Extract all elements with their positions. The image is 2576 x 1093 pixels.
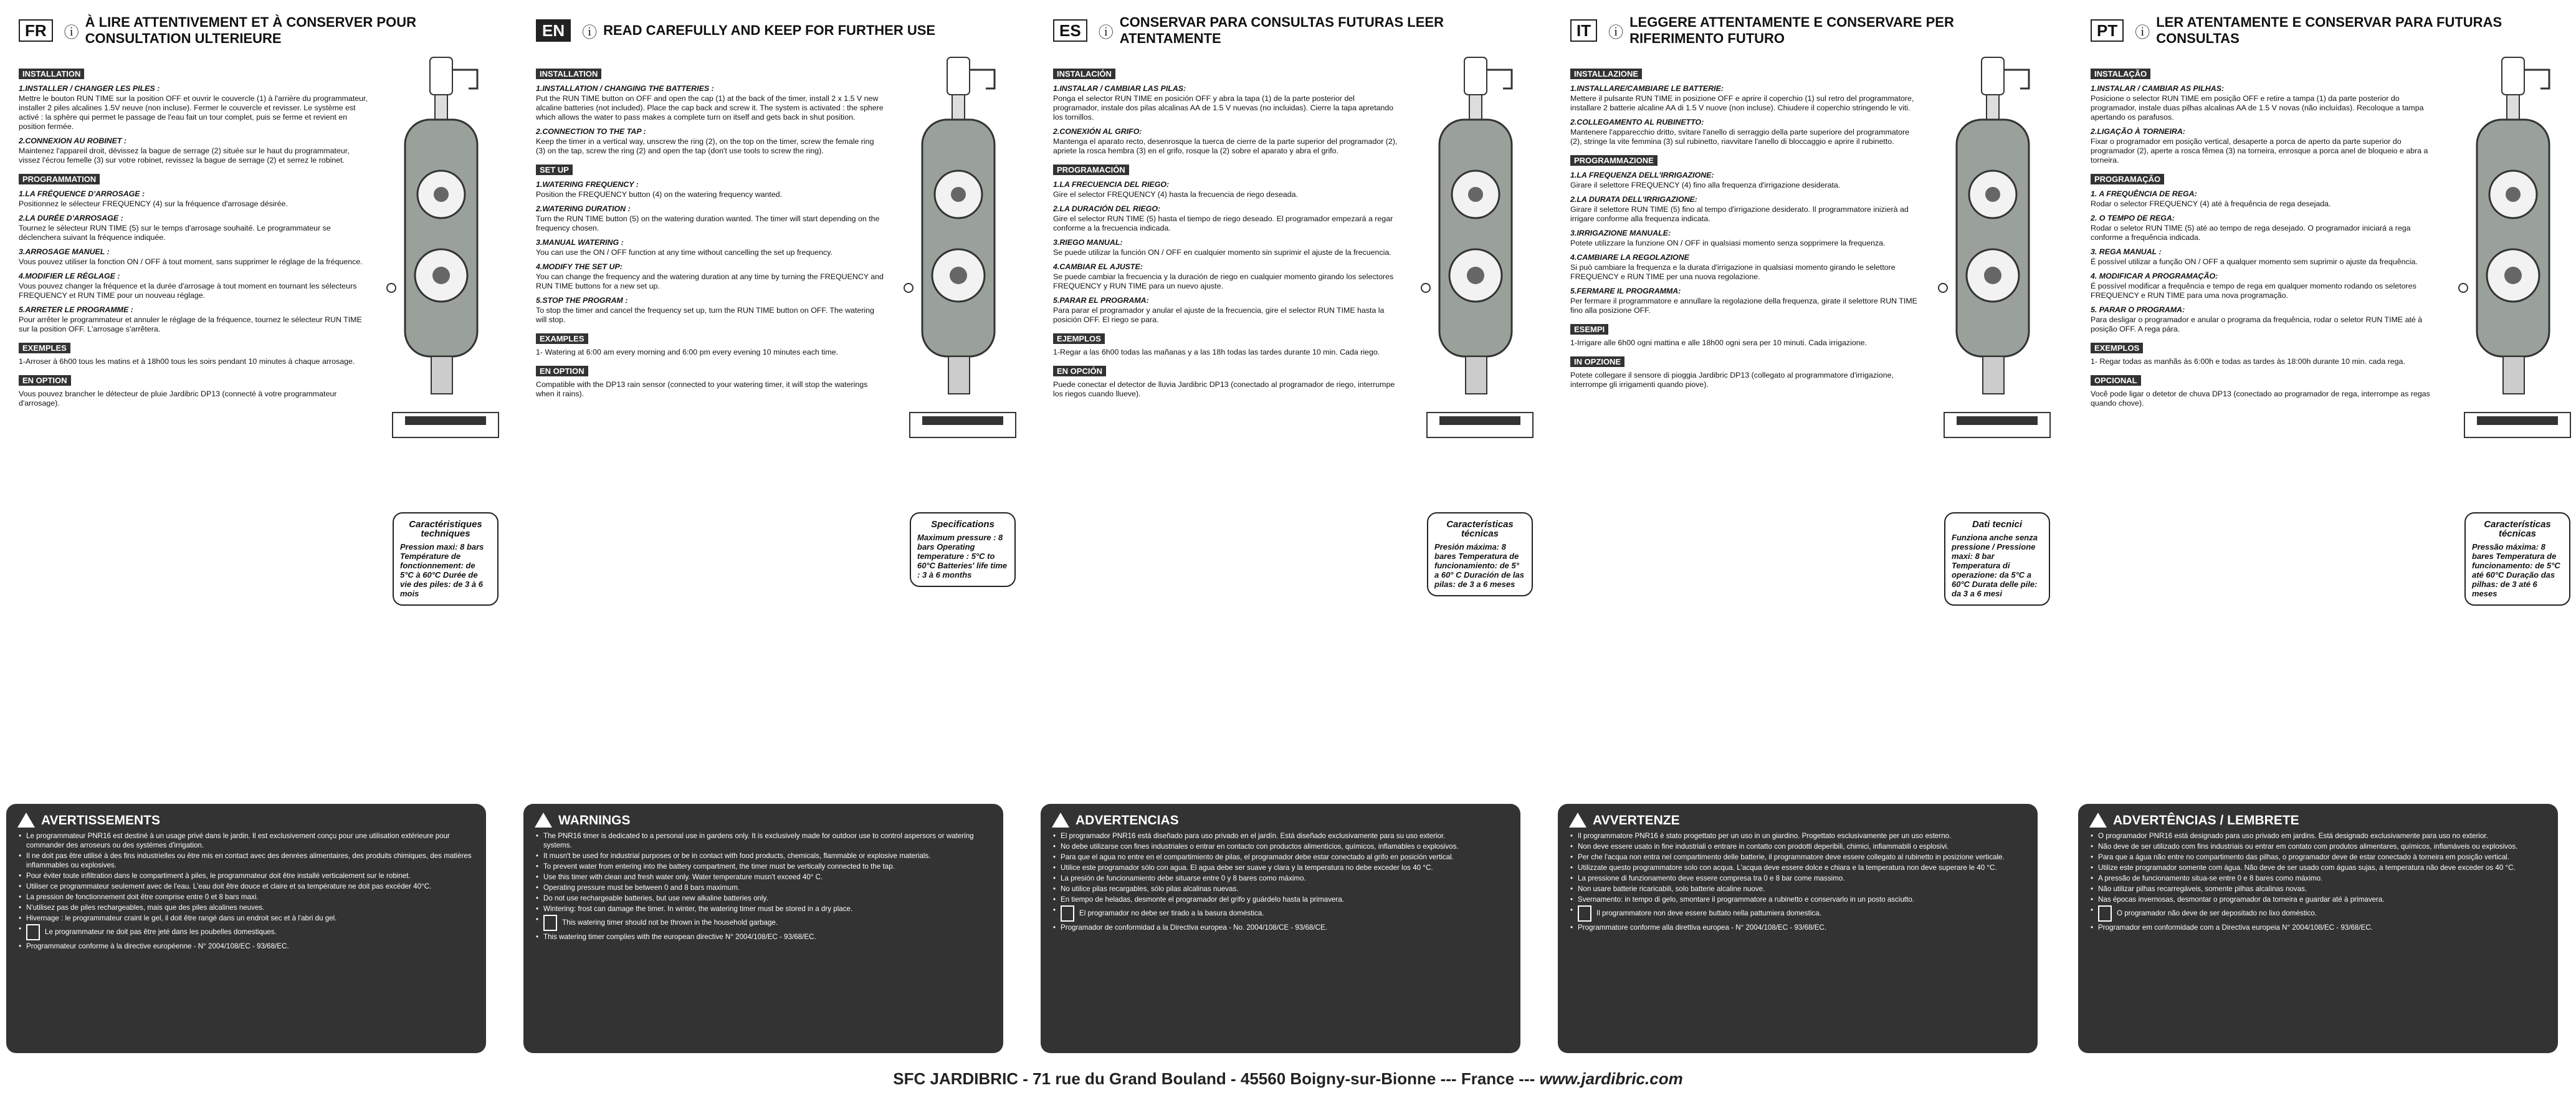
- warning-item: [2089, 905, 2547, 922]
- language-column-en: [536, 14, 1028, 786]
- warning-text: Utilizzate questo programmatore solo con acqua. L'acqua deve essere dolce e chiara e la temperatura non deve superare le 40 °C.: [1578, 864, 1997, 872]
- section-heading: INSTALLATION: [19, 69, 84, 79]
- warning-item: [2089, 895, 2547, 904]
- step-text: Potete collegare il sensore di pioggia Jardibric DP13 (collegato al programmatore d'irrigazione, interrompe gli irrigamenti quando piove).: [1570, 371, 1894, 389]
- instructions-text: [536, 60, 885, 399]
- column-header: [1053, 14, 1545, 46]
- specifications-title: Caractéristiques techniques: [409, 519, 482, 539]
- warning-item: [2089, 863, 2547, 872]
- warning-item: [1569, 874, 2026, 883]
- warning-text: The PNR16 timer is dedicated to a personal use in gardens only. It is exclusively made for outdoor use to control aspersors or watering systems.: [543, 832, 974, 849]
- warning-item: [2089, 852, 2547, 862]
- step-heading: 1.LA FREQUENZA DELL'IRRIGAZIONE:: [1570, 171, 1714, 179]
- warning-item: [1569, 923, 2026, 932]
- instructions-text: [2091, 60, 2440, 409]
- step-heading: 2.LIGAÇÃO À TORNEIRA:: [2091, 127, 2185, 136]
- section-heading: PROGRAMAÇÃO: [2091, 174, 2164, 184]
- crossed-bin-icon: [1061, 905, 1074, 922]
- column-title: CONSERVAR PARA CONSULTAS FUTURAS LEER ATENTAMENTE: [1119, 14, 1444, 46]
- step-heading: 2.COLLEGAMENTO AL RUBINETTO:: [1570, 118, 1704, 126]
- warnings-list: [17, 831, 475, 951]
- language-column-pt: [2091, 14, 2576, 786]
- warning-text: Svernamento: in tempo di gelo, smontare il programmatore a rubinetto e conservarlo in un posto asciutto.: [1578, 895, 1915, 904]
- warning-item: [1052, 831, 1509, 841]
- step-heading: 1.INSTALAR / CAMBIAR AS PILHAS:: [2091, 84, 2225, 93]
- section-heading: IN OPZIONE: [1570, 356, 1624, 367]
- section-heading: PROGRAMMATION: [19, 174, 100, 184]
- info-icon: ⓘ: [1608, 24, 1624, 41]
- step-text: Mantenere l'apparecchio dritto, svitare l'anello di serraggio della parte superiore del programmatore (2), stringe la vite femmina (3) sul rubinetto, riavvitare l'anello di bloccaggio e aprire il rubinetto.: [1570, 128, 1910, 146]
- warning-item: [2089, 874, 2547, 883]
- step-heading: 4.MODIFIER LE RÉGLAGE :: [19, 272, 120, 280]
- warning-item: [2089, 884, 2547, 894]
- language-column-fr: [19, 14, 511, 786]
- step-heading: 2.CONEXIÓN AL GRIFO:: [1053, 127, 1142, 136]
- step-text: Rodar o seletor RUN TIME (5) até ao tempo de rega desejado. O programador iniciará a rega conforme a frequência indicada.: [2091, 224, 2411, 242]
- warning-item: [1569, 905, 2026, 922]
- step-text: Position the FREQUENCY button (4) on the watering frequency wanted.: [536, 190, 783, 199]
- step-heading: 4.MODIFY THE SET UP:: [536, 262, 623, 271]
- info-icon: ⓘ: [64, 24, 79, 41]
- language-tag: PT: [2091, 19, 2124, 42]
- warning-text: This watering timer complies with the european directive N° 2004/108/EC - 93/68/EC.: [543, 933, 816, 941]
- warning-item: [535, 883, 992, 892]
- instructions-text: [1053, 60, 1402, 399]
- warning-item: [1569, 895, 2026, 904]
- step-heading: 3.IRRIGAZIONE MANUALE:: [1570, 229, 1671, 237]
- step-text: 1- Watering at 6:00 am every morning and 6:00 pm every evening 10 minutes each time.: [536, 348, 839, 356]
- timer-device-illustration: [386, 51, 505, 450]
- warning-item: [17, 903, 475, 912]
- warning-text: Programmateur conforme à la directive européenne - N° 2004/108/EC - 93/68/EC.: [26, 942, 289, 950]
- language-tag: EN: [536, 19, 571, 42]
- section-heading: PROGRAMMAZIONE: [1570, 155, 1658, 166]
- step-text: Vous pouvez brancher le détecteur de pluie Jardibric DP13 (connecté à votre programmateur d'arrosage).: [19, 389, 337, 408]
- step-text: 1- Regar todas as manhãs às 6:00h e todas as tardes às 18:00h durante 10 min. cada rega.: [2091, 357, 2405, 366]
- step-text: 1-Irrigare alle 6h00 ogni mattina e alle 18h00 ogni sera per 10 minuti. Cada irrigazione.: [1570, 338, 1867, 347]
- warning-item: [535, 851, 992, 861]
- warning-item: [1052, 895, 1509, 904]
- specifications-title: Dati tecnici: [1972, 519, 2023, 530]
- warning-icon: [17, 813, 35, 828]
- warning-item: [17, 892, 475, 902]
- warning-text: A pressão de funcionamento situa-se entre 0 e 8 bares como máximo.: [2098, 874, 2323, 882]
- warning-text: Não utilizar pilhas recarregáveis, somente pilhas alcalinas novas.: [2098, 885, 2307, 893]
- step-text: 1-Arroser à 6h00 tous les matins et à 18h00 tous les soirs pendant 10 minutes à chaque arrosage.: [19, 357, 355, 366]
- warnings-heading: [1052, 813, 1509, 828]
- step-text: É possível utilizar a função ON / OFF a qualquer momento sem suprimir o ajuste da frequência.: [2091, 257, 2418, 266]
- warnings-title: ADVERTENCIAS: [1076, 813, 1179, 828]
- section-heading: PROGRAMACIÓN: [1053, 165, 1129, 175]
- section-heading: INSTALLAZIONE: [1570, 69, 1642, 79]
- step-heading: 4.CAMBIAR EL AJUSTE:: [1053, 262, 1143, 271]
- warnings-title: ADVERTÊNCIAS / LEMBRETE: [2113, 813, 2299, 828]
- warning-text: It musn't be used for industrial purposes or be in contact with food products, chemicals, flammable or explosive materials.: [543, 852, 931, 860]
- warning-text: Programador em conformidade com a Directiva europeia N° 2004/108/EC - 93/68/EC.: [2098, 924, 2373, 932]
- website-link[interactable]: www.jardibric.com: [1539, 1069, 1683, 1088]
- step-heading: 1.INSTALAR / CAMBIAR LAS PILAS:: [1053, 84, 1186, 93]
- timer-device-illustration: [2458, 51, 2576, 450]
- step-heading: 1.INSTALLER / CHANGER LES PILES :: [19, 84, 160, 93]
- warning-text: Wintering: frost can damage the timer. In winter, the watering timer must be stored in a dry place.: [543, 905, 853, 913]
- step-heading: 5.STOP THE PROGRAM :: [536, 296, 628, 305]
- warning-icon: [1052, 813, 1069, 828]
- step-text: Gire el selector RUN TIME (5) hasta el tiempo de riego deseado. El programador empezará a regar conforme a la frecuencia indicada.: [1053, 214, 1393, 232]
- warning-item: [17, 882, 475, 891]
- timer-device-illustration: [1938, 51, 2056, 450]
- step-text: É possível modificar a frequência e tempo de rega em qualquer momento rodando os seletores FREQUENCY e RUN TIME para uma nova programação.: [2091, 282, 2416, 300]
- warning-text: Utilize este programador somente com água. Não deve de ser usado com águas sujas, a temperatura não deve exceder os 40 °C.: [2098, 864, 2516, 872]
- warning-item: [17, 851, 475, 870]
- column-header: [536, 19, 1028, 42]
- warning-text: O programador PNR16 está designado para uso privado em jardins. Está designado exclusivamente para uso no exterior.: [2098, 832, 2488, 840]
- warning-text: Non usare batterie ricaricabili, solo batterie alcaline nuove.: [1578, 885, 1765, 893]
- instructions-text: [1570, 60, 1919, 390]
- step-heading: 1.INSTALLARE/CAMBIARE LE BATTERIE:: [1570, 84, 1724, 93]
- warning-text: This watering timer should not be thrown in the household garbage.: [562, 919, 778, 927]
- warning-item: [1052, 842, 1509, 851]
- language-tag: IT: [1570, 19, 1597, 42]
- warning-text: En tiempo de heladas, desmonte el programador del grifo y guárdelo hasta la primavera.: [1061, 895, 1344, 904]
- step-text: Se puede utilizar la función ON / OFF en cualquier momento sin suprimir el ajuste de la frecuencia.: [1053, 248, 1391, 257]
- step-heading: 2.CONNECTION TO THE TAP :: [536, 127, 646, 136]
- step-heading: 2.LA DURACIÓN DEL RIEGO:: [1053, 204, 1161, 213]
- warning-text: Il programmatore PNR16 è stato progettato per un uso in un giardino. Progettato esclusivamente per un uso esterno.: [1578, 832, 1952, 840]
- column-header: [2091, 14, 2576, 46]
- warning-item: [1569, 852, 2026, 862]
- specifications-box: [2464, 512, 2570, 606]
- warnings-panel: [2078, 804, 2558, 1053]
- warning-text: Operating pressure must be between 0 and 8 bars maximum.: [543, 884, 740, 892]
- warnings-list: [1052, 831, 1509, 932]
- specifications-text: Pression maxi: 8 bars Température de fonctionnement: de 5°C à 60°C Durée de vie des piles: de 3 à 6 mois: [400, 542, 484, 598]
- warning-text: El programador no debe ser tirado a la basura doméstica.: [1079, 909, 1264, 918]
- step-text: Pour arrêter le programmateur et annuler le réglage de la fréquence, tournez le sélecteur RUN TIME sur la position OFF. L'arrosage s'arrêtera.: [19, 315, 362, 333]
- step-text: Compatible with the DP13 rain sensor (connected to your watering timer, it will stop the waterings when it rains).: [536, 380, 868, 398]
- step-text: Girare il selettore FREQUENCY (4) fino alla frequenza d'irrigazione desiderata.: [1570, 181, 1841, 189]
- warning-item: [535, 862, 992, 871]
- column-title: LER ATENTAMENTE E CONSERVAR PARA FUTURAS CONSULTAS: [2156, 14, 2502, 46]
- language-column-it: [1570, 14, 2063, 786]
- warning-text: Il ne doit pas être utilisé à des fins industrielles ou être mis en contact avec des denrées alimentaires, des produits chimiques, des matières inflammables ou explosives.: [26, 852, 472, 869]
- step-text: Put the RUN TIME button on OFF and open the cap (1) at the back of the timer, install 2 x 1.5 V new alcaline batteries (not included). Place the cap back and screw it. The system is activated : the sphere which allows the water to pass makes a complete turn on itself and gets back in shut position.: [536, 94, 884, 122]
- warning-text: Le programmateur PNR16 est destiné à un usage privé dans le jardin. Il est exclusivement conçu pour une utilisation extérieure pour commander des arroseurs ou des systèmes d'irrigation.: [26, 832, 450, 849]
- company-address: - 71 rue du Grand Bouland - 45560 Boigny-sur-Bionne --- France ---: [1018, 1069, 1540, 1088]
- warning-item: [1052, 905, 1509, 922]
- warning-text: No debe utilizarse con fines industriales o entrar en contacto con productos alimenticios, químicos, inflamables o explosivos.: [1061, 842, 1459, 851]
- step-heading: 5.PARAR EL PROGRAMA:: [1053, 296, 1149, 305]
- specifications-title: Specifications: [931, 519, 995, 530]
- step-text: Rodar o selector FREQUENCY (4) até à frequência de rega desejada.: [2091, 199, 2331, 208]
- warning-item: [1052, 863, 1509, 872]
- warning-item: [535, 915, 992, 931]
- crossed-bin-icon: [26, 924, 40, 940]
- step-heading: 1.LA FRECUENCIA DEL RIEGO:: [1053, 180, 1170, 189]
- step-text: Girare il selettore RUN TIME (5) fino al tempo d'irrigazione desiderato. Il programmatore inizierà ad irrigare conforme alla frequenza indicata.: [1570, 205, 1909, 223]
- section-heading: SET UP: [536, 165, 573, 175]
- step-text: Para desligar o programador e anular o programa da frequência, rodar o seletor RUN TIME até à posição OFF. A rega pára.: [2091, 315, 2423, 333]
- warning-text: Utilice este programador sólo con agua. El agua debe ser suave y clara y la temperatura no debe exceder los 40 °C.: [1061, 864, 1433, 872]
- language-column-es: [1053, 14, 1545, 786]
- step-text: Positionnez le sélecteur FREQUENCY (4) sur la fréquence d'arrosage désirée.: [19, 199, 288, 208]
- section-heading: ESEMPI: [1570, 324, 1608, 335]
- warning-item: [17, 871, 475, 881]
- step-text: Tournez le sélecteur RUN TIME (5) sur le temps d'arrosage souhaité. Le programmateur se déclenchera suivant la fréquence indiquée.: [19, 224, 331, 242]
- warning-item: [17, 924, 475, 940]
- column-title: READ CAREFULLY AND KEEP FOR FURTHER USE: [603, 22, 936, 38]
- column-header: [19, 14, 511, 46]
- warning-text: Pour éviter toute infiltration dans le compartiment à piles, le programmateur doit être installé verticalement sur le robinet.: [26, 872, 411, 880]
- warning-text: Programador de conformidad a la Directiva europea - No. 2004/108/CE - 93/68/CE.: [1061, 924, 1327, 932]
- company-name: SFC JARDIBRIC: [893, 1069, 1019, 1088]
- step-text: Mettere il pulsante RUN TIME in posizione OFF e aprire il coperchio (1) sul retro del programmatore, installare 2 batterie alcaline AA di 1.5 V nuove (non incluse). Chiudere il coperchio stringendo le viti.: [1570, 94, 1914, 112]
- specifications-title: Características técnicas: [1446, 519, 1514, 539]
- section-heading: EN OPTION: [19, 375, 71, 386]
- section-heading: EXEMPLES: [19, 343, 70, 353]
- step-heading: 1.WATERING FREQUENCY :: [536, 180, 639, 189]
- warning-item: [1569, 863, 2026, 872]
- specifications-text: Presión máxima: 8 bares Temperatura de funcionamiento: de 5° a 60° C Duración de las pilas: de 3 a 6 meses: [1434, 542, 1524, 589]
- instructions-text: [19, 60, 368, 409]
- specifications-title: Características técnicas: [2484, 519, 2551, 539]
- warning-text: El programador PNR16 está diseñado para uso privado en el jardín. Está diseñado exclusivamente para su uso exterior.: [1061, 832, 1446, 840]
- step-text: You can change the frequency and the watering duration at any time by turning the FREQUENCY and RUN TIME buttons for a new set up.: [536, 272, 884, 290]
- step-text: Ponga el selector RUN TIME en posición OFF y abra la tapa (1) de la parte posterior del programador, instale dos pilas alcalinas AA de 1.5 V nuevas (no incluidas). Cierre la tapa apretando los tornillos.: [1053, 94, 1394, 122]
- step-text: Vous pouvez utiliser la fonction ON / OFF à tout moment, sans supprimer le réglage de la fréquence.: [19, 257, 363, 266]
- step-heading: 3. REGA MANUAL :: [2091, 247, 2162, 256]
- step-heading: 2.CONNEXION AU ROBINET :: [19, 136, 127, 145]
- warnings-heading: [2089, 813, 2547, 828]
- step-text: Vous pouvez changer la fréquence et la durée d'arrosage à tout moment en tournant les sélecteurs FREQUENCY et RUN TIME pour un nouveau réglage.: [19, 282, 357, 300]
- step-text: 1-Regar a las 6h00 todas las mañanas y a las 18h todas las tardes durante 10 min. Cada riego.: [1053, 348, 1380, 356]
- warning-item: [1052, 923, 1509, 932]
- step-text: Mettre le bouton RUN TIME sur la position OFF et ouvrir le couvercle (1) à l'arrière du programmateur, installer 2 piles alcalines 1.5V neuve (non incluse). Fermer le couvercle et revisser. Le système est activé : la sphère qui permet le passage de l'eau fait un tour complet, puis se ferme et revient en position fermée.: [19, 94, 368, 131]
- step-text: Você pode ligar o detetor de chuva DP13 (conectado ao programador de rega, interrompe as regas quando chove).: [2091, 389, 2430, 408]
- warning-item: [2089, 842, 2547, 851]
- warnings-list: [535, 831, 992, 942]
- warning-text: No utilice pilas recargables, sólo pilas alcalinas nuevas.: [1061, 885, 1239, 893]
- section-heading: EN OPCIÓN: [1053, 366, 1106, 376]
- warning-text: Não deve de ser utilizado com fins industriais ou entrar em contato com produtos alimentares, químicos, inflamáveis ou explosivos.: [2098, 842, 2518, 851]
- specifications-text: Funziona anche senza pressione / Pressione maxi: 8 bar Temperatura di operazione: da 5°C a 60°C Durata delle pile: da 3 a 6 mesi: [1952, 533, 2038, 598]
- warnings-heading: [535, 813, 992, 828]
- info-icon: ⓘ: [2135, 24, 2150, 41]
- step-text: Se puede cambiar la frecuencia y la duración de riego en cualquier momento girando los selectores FREQUENCY y RUN TIME para un nuevo ajuste.: [1053, 272, 1394, 290]
- warnings-list: [2089, 831, 2547, 932]
- warning-text: Hivernage : le programmateur craint le gel, il doit être rangé dans un endroit sec et à l'abri du gel.: [26, 914, 337, 922]
- section-heading: EN OPTION: [536, 366, 588, 376]
- section-heading: EXAMPLES: [536, 333, 588, 344]
- warnings-panel: [1558, 804, 2038, 1053]
- footer: [0, 1069, 2576, 1089]
- specifications-box: [910, 512, 1016, 587]
- step-text: Fixar o programador em posição vertical, desaperte a porca de aperto da parte superior do programador (2), aperte a rosca fêmea (3) na torneira, enrosque a porca anel de bloqueio e abra a torneira.: [2091, 137, 2428, 165]
- step-heading: 1.INSTALLATION / CHANGING THE BATTERIES :: [536, 84, 714, 93]
- warning-item: [1569, 831, 2026, 841]
- warning-item: [1052, 874, 1509, 883]
- specifications-box: [393, 512, 499, 606]
- section-heading: INSTALLATION: [536, 69, 601, 79]
- step-heading: 4. MODIFICAR A PROGRAMAÇÃO:: [2091, 272, 2218, 280]
- warning-item: [2089, 831, 2547, 841]
- warnings-title: AVERTISSEMENTS: [41, 813, 160, 828]
- crossed-bin-icon: [1578, 905, 1591, 922]
- warning-text: Per che l'acqua non entra nel compartimento delle batterie, il programmatore deve essere collegato al rubinetto in posizione verticale.: [1578, 853, 2005, 861]
- warning-text: La presión de funcionamiento debe situarse entre 0 y 8 bares como máximo.: [1061, 874, 1306, 882]
- specifications-text: Maximum pressure : 8 bars Operating temperature : 5°C to 60°C Batteries' life time : 3 à 6 months: [917, 533, 1008, 580]
- warning-item: [17, 942, 475, 951]
- section-heading: INSTALAÇÃO: [2091, 69, 2150, 79]
- specifications-box: [1427, 512, 1533, 596]
- warning-text: N'utilisez pas de piles rechargeables, mais que des piles alcalines neuves.: [26, 904, 265, 912]
- step-heading: 5.FERMARE IL PROGRAMMA:: [1570, 287, 1681, 295]
- step-heading: 1.LA FRÉQUENCE D'ARROSAGE :: [19, 189, 145, 198]
- section-heading: EJEMPLOS: [1053, 333, 1105, 344]
- warning-text: Il programmatore non deve essere buttato nella pattumiera domestica.: [1596, 909, 1821, 918]
- warning-text: Non deve essere usato in fine industriali o entrare in contatto con prodotti deperibili, chimici, infiammabili o esplosivi.: [1578, 842, 1949, 851]
- step-heading: 2. O TEMPO DE REGA:: [2091, 214, 2175, 222]
- step-text: Per fermare il programmatore e annullare la regolazione della frequenza, girate il selettore RUN TIME fino alla posizione OFF.: [1570, 297, 1917, 315]
- warning-item: [535, 831, 992, 850]
- warning-item: [1569, 884, 2026, 894]
- warning-text: Nas épocas invernosas, desmontar o programador da torneira e guardar até à primavera.: [2098, 895, 2385, 904]
- step-text: Para parar el programador y anular el ajuste de la frecuencia, gire el selector RUN TIME hasta la posición OFF. El riego se para.: [1053, 306, 1385, 324]
- step-heading: 2.WATERING DURATION :: [536, 204, 631, 213]
- step-text: Potete utilizzare la funzione ON / OFF in qualsiasi momento senza sopprimere la frequenza.: [1570, 239, 1886, 247]
- step-text: Si può cambiare la frequenza e la durata d'irrigazione in qualsiasi momento girando le selettore FREQUENCY e RUN TIME per una nuova regolazione.: [1570, 263, 1896, 281]
- step-text: Turn the RUN TIME button (5) on the watering duration wanted. The timer will start depending on the frequency chosen.: [536, 214, 880, 232]
- section-heading: EXEMPLOS: [2091, 343, 2143, 353]
- warnings-panel: [6, 804, 486, 1053]
- warning-item: [1569, 842, 2026, 851]
- warning-item: [535, 894, 992, 903]
- column-title: À LIRE ATTENTIVEMENT ET À CONSERVER POUR CONSULTATION ULTERIEURE: [85, 14, 416, 46]
- timer-device-illustration: [1421, 51, 1539, 450]
- warnings-list: [1569, 831, 2026, 932]
- timer-device-illustration: [904, 51, 1022, 450]
- step-heading: 4.CAMBIARE LA REGOLAZIONE: [1570, 253, 1689, 262]
- language-tag: FR: [19, 19, 53, 42]
- step-heading: 3.RIEGO MANUAL:: [1053, 238, 1123, 247]
- info-icon: ⓘ: [582, 24, 598, 41]
- step-text: Gire el selector FREQUENCY (4) hasta la frecuencia de riego deseada.: [1053, 190, 1299, 199]
- language-tag: ES: [1053, 19, 1087, 42]
- warning-item: [535, 872, 992, 882]
- info-icon: ⓘ: [1098, 24, 1114, 41]
- warning-text: O programador não deve de ser depositado no lixo doméstico.: [2117, 909, 2317, 918]
- warning-item: [535, 904, 992, 914]
- warning-item: [17, 831, 475, 850]
- warning-item: [17, 914, 475, 923]
- warning-item: [1052, 852, 1509, 862]
- warnings-title: WARNINGS: [558, 813, 631, 828]
- step-heading: 3.MANUAL WATERING :: [536, 238, 624, 247]
- step-heading: 2.LA DURATA DELL'IRRIGAZIONE:: [1570, 195, 1697, 204]
- warning-icon: [2089, 813, 2107, 828]
- warning-item: [2089, 923, 2547, 932]
- warning-icon: [1569, 813, 1586, 828]
- crossed-bin-icon: [543, 915, 557, 931]
- warnings-heading: [1569, 813, 2026, 828]
- warning-text: Para que el agua no entre en el compartimiento de pilas, el programador debe estar conectado al grifo en posición vertical.: [1061, 853, 1454, 861]
- step-heading: 1. A FREQUÊNCIA DE REGA:: [2091, 189, 2197, 198]
- step-heading: 5. PARAR O PROGRAMA:: [2091, 305, 2185, 314]
- section-heading: INSTALACIÓN: [1053, 69, 1115, 79]
- section-heading: OPCIONAL: [2091, 375, 2141, 386]
- step-heading: 2.LA DURÉE D'ARROSAGE :: [19, 214, 123, 222]
- step-text: Puede conectar el detector de lluvia Jardibric DP13 (conectado al programador de riego, interrumpe los riegos cuando llueve).: [1053, 380, 1395, 398]
- column-header: [1570, 14, 2063, 46]
- step-text: Keep the timer in a vertical way, unscrew the ring (2), on the top on the timer, screw the female ring (3) on the tap, screw the ring (2) and open the tap (don't use tools to screw the ring).: [536, 137, 874, 155]
- warning-text: Utiliser ce programmateur seulement avec de l'eau. L'eau doit être douce et claire et sa température ne doit pas excéder 40°C.: [26, 882, 432, 890]
- step-text: Maintenez l'appareil droit, dévissez la bague de serrage (2) située sur le haut du programmateur, vissez l'écrou femelle (3) sur votre robinet, revissez la bague de serrage (2) et serrez le robinet.: [19, 146, 350, 165]
- specifications-text: Pressão máxima: 8 bares Temperatura de funcionamento: de 5°C até 60°C Duração das pilhas: de 3 até 6 meses: [2472, 542, 2560, 598]
- step-text: To stop the timer and cancel the frequency set up, turn the RUN TIME button on OFF. The watering will stop.: [536, 306, 874, 324]
- warnings-panel: [1041, 804, 1520, 1053]
- step-heading: 3.ARROSAGE MANUEL :: [19, 247, 110, 256]
- warning-icon: [535, 813, 552, 828]
- step-text: Mantenga el aparato recto, desenrosque la tuerca de cierre de la parte superior del programador (2), apriete la rosca hembra (3) en el grifo, rosque la (2) sobre el aparato y abra el grifo.: [1053, 137, 1398, 155]
- warning-item: [1052, 884, 1509, 894]
- warnings-panel: [523, 804, 1003, 1053]
- warning-text: Programmatore conforme alla direttiva europea - N° 2004/108/EC - 93/68/EC.: [1578, 924, 1827, 932]
- warning-text: La pression de fonctionnement doit être comprise entre 0 et 8 bars maxi.: [26, 893, 259, 901]
- step-text: You can use the ON / OFF function at any time without cancelling the set up frequency.: [536, 248, 832, 257]
- warning-text: Le programmateur ne doit pas être jeté dans les poubelles domestiques.: [45, 928, 277, 937]
- specifications-box: [1944, 512, 2050, 606]
- warning-text: Para que a água não entre no compartimento das pilhas, o programador deve de estar conectado à torneira em posição vertical.: [2098, 853, 2509, 861]
- warning-item: [535, 932, 992, 942]
- column-title: LEGGERE ATTENTAMENTE E CONSERVARE PER RIFERIMENTO FUTURO: [1629, 14, 1954, 46]
- warning-text: Do not use rechargeable batteries, but use new alkaline batteries only.: [543, 894, 768, 902]
- step-text: Posicione o selector RUN TIME em posição OFF e retire a tampa (1) da parte posterior do programador, instale duas pilhas alcalinas AA de 1.5 V novas (não incluídas). Recoloque a tampa apertando os parafusos.: [2091, 94, 2424, 122]
- warnings-title: AVVERTENZE: [1593, 813, 1680, 828]
- warning-text: To prevent water from entering into the battery compartment, the timer must be vertically connected to the tap.: [543, 862, 895, 871]
- warning-text: Use this timer with clean and fresh water only. Water temperature musn't exceed 40° C.: [543, 873, 823, 881]
- crossed-bin-icon: [2098, 905, 2112, 922]
- warning-text: La pressione di funzionamento deve essere compresa tra 0 e 8 bar come massimo.: [1578, 874, 1845, 882]
- step-heading: 5.ARRETER LE PROGRAMME :: [19, 305, 133, 314]
- warnings-heading: [17, 813, 475, 828]
